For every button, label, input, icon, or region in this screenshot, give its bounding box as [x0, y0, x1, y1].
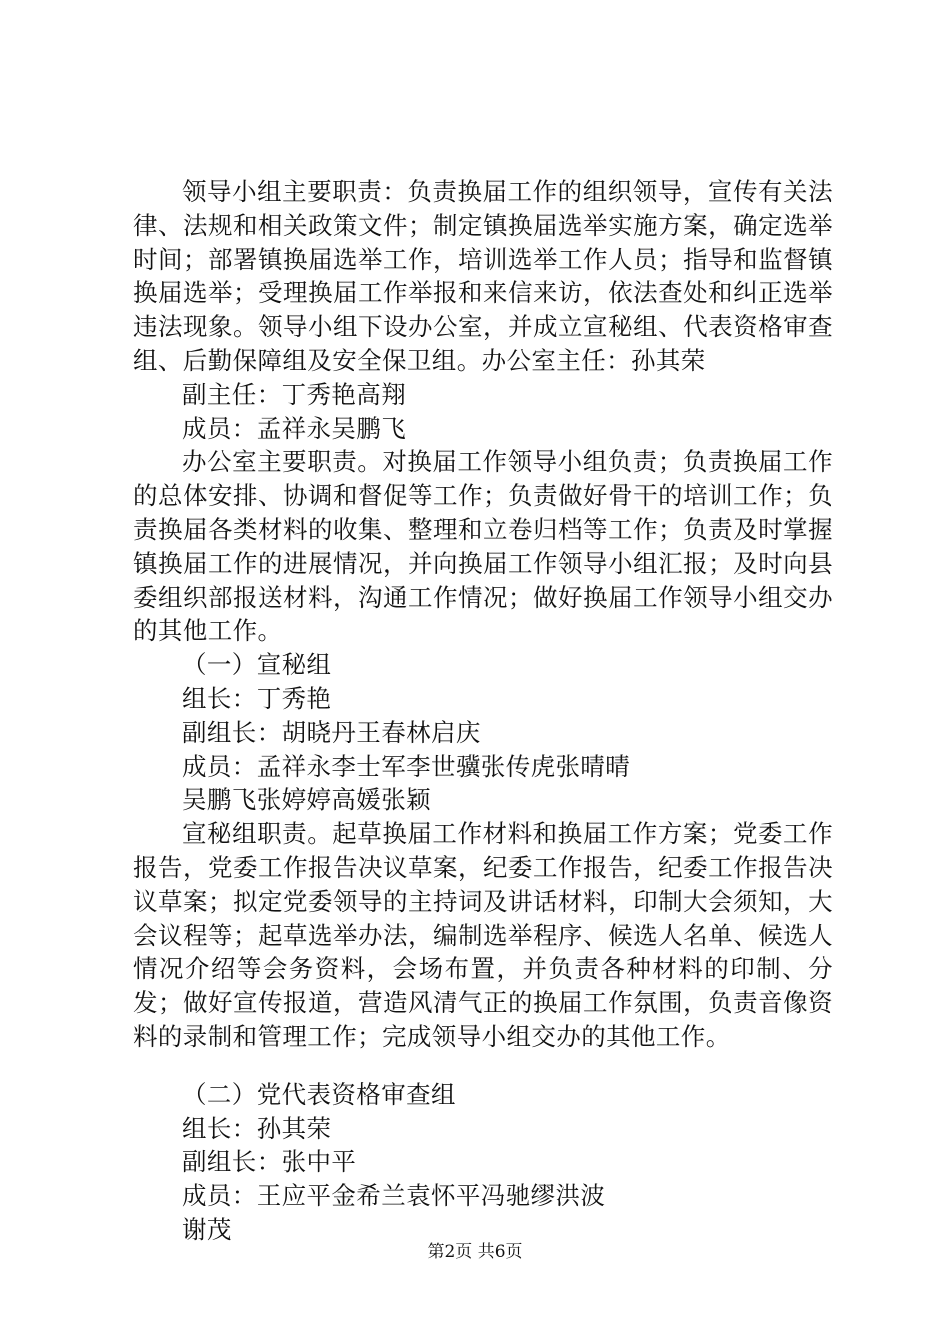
line-qualification-members: 成员：王应平金希兰袁怀平冯驰缪洪波 — [182, 1181, 606, 1211]
paragraph-secretariat-duties: 宣秘组职责。起草换届工作材料和换届工作方案；党委工作报告，党委工作报告决议草案，纪委工作报告，纪委工作报告决议草案；拟定党委领导的主持词及讲话材料，印制大会须知，大会议程等；起草选举办法，编制选举程序、候选人名单、候选人情况介绍等会务资料，会场布置，并负责各种材料的印制、分发；做好宣传报道，营造风清气正的换届工作氛围，负责音像资料的录制和管理工作；完成领导小组交办的其他工作。 — [133, 819, 833, 1051]
paragraph-office-duties: 办公室主要职责。对换届工作领导小组负责；负责换届工作的总体安排、协调和督促等工作；负责做好骨干的培训工作；负责换届各类材料的收集、整理和立卷归档等工作；负责及时掌握镇换届工作的进展情况，并向换届工作领导小组汇报；及时向县委组织部报送材料，沟通工作情况；做好换届工作领导小组交办的其他工作。 — [133, 447, 833, 646]
line-deputy-director: 副主任：丁秀艳高翔 — [182, 379, 407, 409]
line-qualification-members-cont: 谢茂 — [182, 1214, 232, 1244]
line-qualification-deputy: 副组长：张中平 — [182, 1147, 357, 1177]
line-secretariat-members: 成员：孟祥永李士军李世骥张传虎张晴晴 — [182, 751, 631, 781]
section-gap — [133, 1054, 833, 1078]
line-secretariat-members-cont: 吴鹏飞张婷婷高媛张颖 — [182, 785, 431, 815]
line-qualification-leader: 组长：孙其荣 — [182, 1113, 332, 1143]
heading-qualification-group: （二）党代表资格审查组 — [182, 1079, 456, 1109]
line-office-members: 成员：孟祥永吴鹏飞 — [182, 413, 407, 443]
document-body — [133, 175, 833, 1247]
page-footer: 第2页 共6页 — [427, 1242, 523, 1262]
line-secretariat-deputy: 副组长：胡晓丹王春林启庆 — [182, 717, 481, 747]
paragraph-leadership-duties: 领导小组主要职责：负责换届工作的组织领导，宣传有关法律、法规和相关政策文件；制定镇换届选举实施方案，确定选举时间；部署镇换届选举工作，培训选举工作人员；指导和监督镇换届选举；受理换届工作举报和来信来访，依法查处和纠正选举违法现象。领导小组下设办公室，并成立宣秘组、代表资格审查组、后勤保障组及安全保卫组。办公室主任：孙其荣 — [133, 177, 833, 375]
heading-secretariat-group: （一）宣秘组 — [182, 650, 332, 680]
line-secretariat-leader: 组长：丁秀艳 — [182, 683, 332, 713]
